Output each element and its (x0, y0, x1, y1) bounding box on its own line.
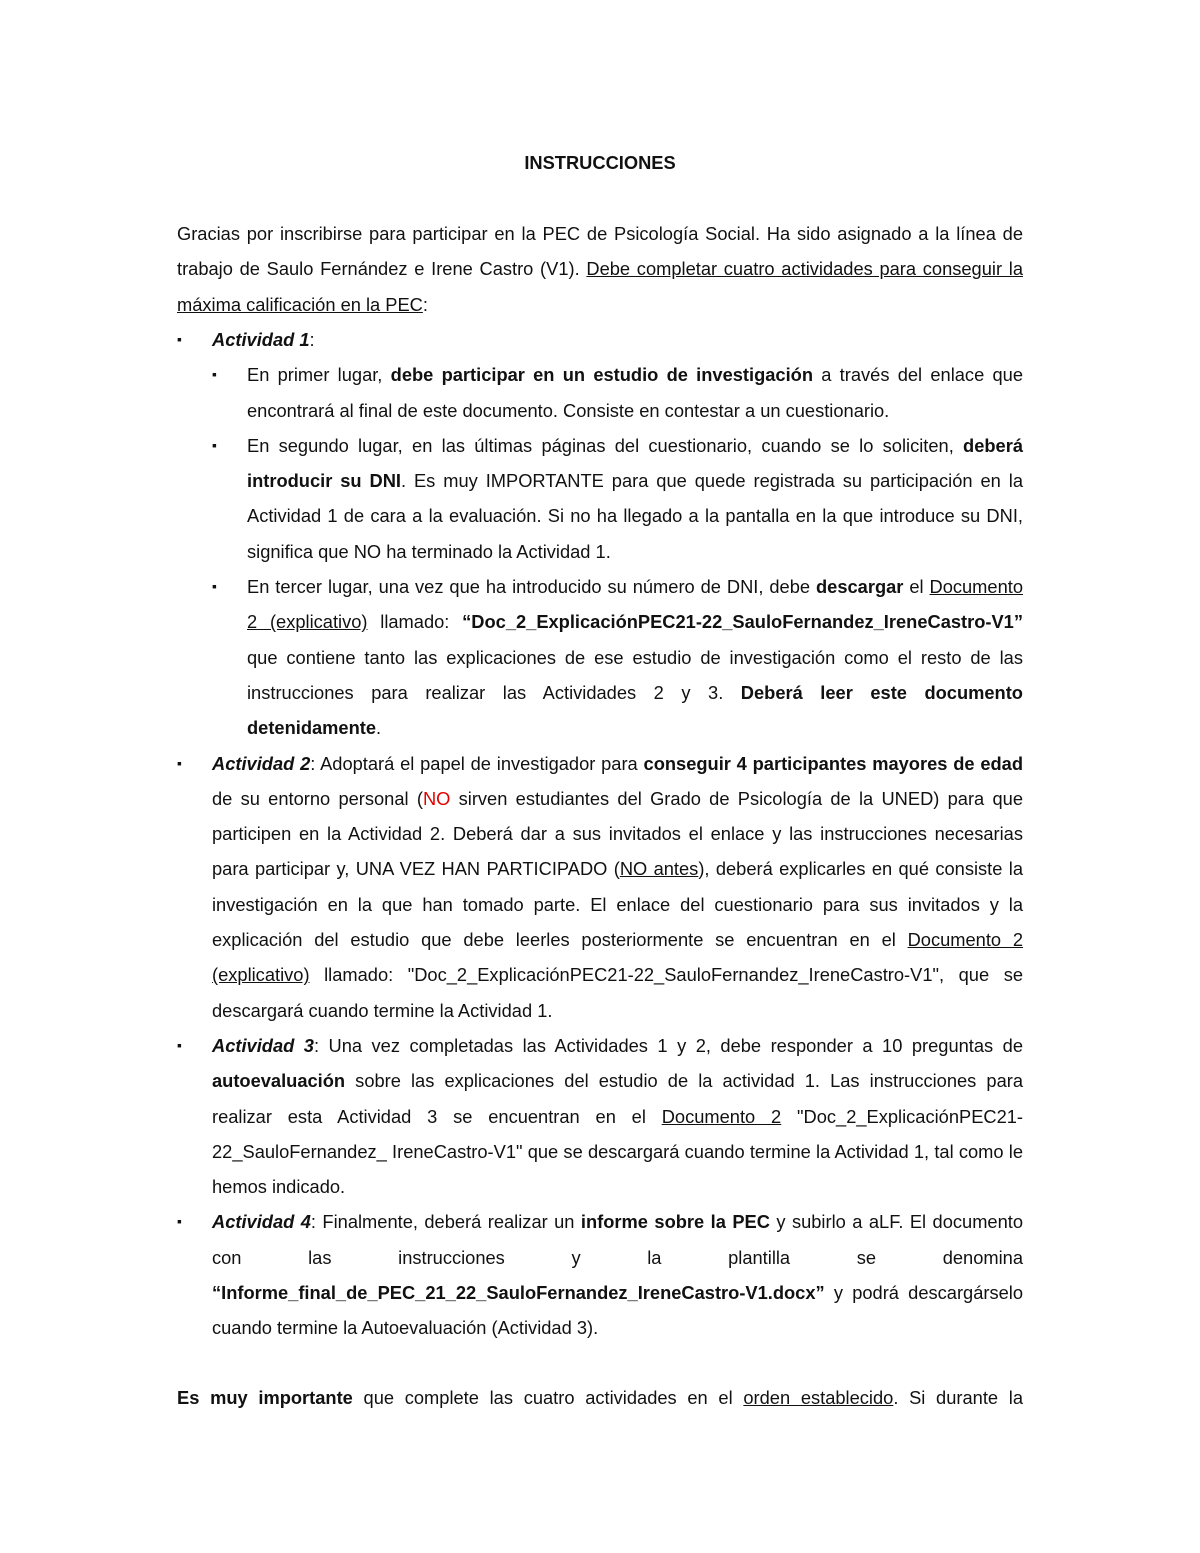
bullet-icon: ▪ (177, 1213, 182, 1230)
intro-paragraph (177, 216, 1023, 322)
bold-text: informe sobre la PEC (580, 1211, 770, 1233)
text-run: ), deberá explicarles en qué consiste la investigación en la que han tomado parte. El enlace del cuestionario para sus invitados y la explicación del estudio que debe leerles posteriormente se encuentran en el (212, 858, 1023, 951)
highlight-text: NO (422, 787, 451, 809)
text-run: sirven estudiantes del Grado de Psicología de la UNED) para que participen en la Actividad 2. Deberá dar a sus invitados el enlace y las instrucciones necesarias para participar y, UNA VEZ HAN PARTICIPADO ( (212, 787, 1023, 880)
subitem-text (247, 428, 1023, 569)
text-run: que complete las cuatro actividades en el (352, 1387, 744, 1408)
underlined-text: NO antes (619, 858, 699, 880)
text-run: . Si durante la (893, 1387, 1023, 1408)
underlined-text: Documento 2 (661, 1105, 782, 1127)
activity-text (212, 322, 1023, 357)
text-run: : (309, 329, 315, 350)
text-run: En tercer lugar, una vez que ha introducido su número de DNI, debe (247, 576, 816, 598)
activity-item-2 (177, 746, 1023, 1028)
text-run: sobre las explicaciones del estudio de la actividad 1. Las instrucciones para realizar esta Actividad 3 se encuentran en el (212, 1070, 1023, 1127)
text-run: : Finalmente, deberá realizar un (310, 1211, 581, 1233)
text-run: : (422, 293, 428, 315)
bullet-icon: ▪ (212, 436, 217, 453)
text-run: de su entorno personal ( (212, 787, 423, 809)
bold-text: “Informe_final_de_PEC_21_22_SauloFernandez_IreneCastro-V1.docx” (212, 1282, 825, 1304)
activity-item-3 (177, 1028, 1023, 1204)
bold-text: Actividad 2 (212, 752, 311, 774)
bold-text: conseguir 4 participantes mayores de edad (643, 752, 1024, 774)
text-run: Gracias por inscribirse para participar en la PEC de Psicología Social. Ha sido asignado a la línea de trabajo de Saulo Fernández e Irene Castro (V1). (177, 223, 1023, 280)
text-run: llamado: "Doc_2_ExplicaciónPEC21-22_SauloFernandez_IreneCastro-V1", que se descargará cuando termine la Actividad 1. (212, 964, 1023, 1021)
bold-text: “Doc_2_ExplicaciónPEC21-22_SauloFernandez_IreneCastro-V1” (462, 611, 1023, 633)
text-run: y subirlo a aLF. El documento con las instrucciones y la plantilla se denomina (212, 1211, 1024, 1268)
bullet-icon: ▪ (212, 578, 217, 595)
text-run: . (376, 717, 382, 739)
bold-text: Actividad 3 (212, 1034, 314, 1056)
activity-item-4 (177, 1204, 1023, 1345)
activity-item-1 (177, 322, 1023, 746)
underlined-text: orden establecido (743, 1387, 894, 1408)
activities-list (177, 322, 1023, 1346)
subitem-text (247, 569, 1023, 745)
subitem-2 (212, 428, 1023, 569)
bullet-icon: ▪ (177, 754, 182, 771)
activity-text (212, 1028, 1023, 1204)
text-run: que contiene tanto las explicaciones de ese estudio de investigación como el resto de las instrucciones para realizar las Actividades 2 y 3. (247, 646, 1023, 703)
bold-text: Actividad 4 (212, 1211, 311, 1233)
text-run: En segundo lugar, en las últimas páginas del cuestionario, cuando se lo soliciten, (247, 434, 964, 456)
text-run: y podrá descargárselo cuando termine la Autoevaluación (Actividad 3). (212, 1282, 1023, 1339)
closing-paragraph (177, 1380, 1023, 1415)
bold-text: Es muy importante (177, 1387, 353, 1408)
text-run: : Adoptará el papel de investigador para (310, 752, 644, 774)
text-run: a través del enlace que encontrará al final de este documento. Consiste en contestar a un cuestionario. (247, 364, 1023, 421)
activity-subitems (212, 357, 1023, 745)
underlined-text: Debe completar cuatro actividades para conseguir la máxima calificación en la PEC (177, 258, 1023, 315)
text-run: . Es muy IMPORTANTE para que quede registrada su participación en la Actividad 1 de cara a la evaluación. Si no ha llegado a la pantalla en la que introduce su DNI, significa que NO ha terminado la Actividad 1. (247, 470, 1023, 562)
bold-text: autoevaluación (212, 1070, 346, 1092)
text-run: el (903, 576, 930, 598)
bold-text: Actividad 1 (212, 329, 310, 350)
activity-text (212, 1204, 1023, 1345)
document-title: INSTRUCCIONES (524, 152, 676, 173)
underlined-text: Documento 2 (explicativo) (247, 576, 1023, 633)
bold-text: deberá introducir su DNI (247, 434, 1023, 492)
text-run: "Doc_2_ExplicaciónPEC21-22_SauloFernandez_ IreneCastro-V1" que se descargará cuando termine la Actividad 1, tal como le hemos indicado. (212, 1105, 1024, 1198)
activity-text (212, 746, 1023, 1028)
text-run: En primer lugar, (247, 364, 391, 386)
text-run: : Una vez completadas las Actividades 1 y 2, debe responder a 10 preguntas de (313, 1034, 1023, 1056)
subitem-1 (212, 357, 1023, 428)
bullet-icon: ▪ (212, 366, 217, 383)
bold-text: descargar (816, 576, 904, 598)
underlined-text: Documento 2 (explicativo) (212, 929, 1024, 986)
bold-text: Deberá leer este documento detenidamente (247, 681, 1023, 739)
bold-text: debe participar en un estudio de investigación (390, 364, 813, 386)
subitem-3 (212, 569, 1023, 745)
text-run: llamado: (367, 611, 463, 633)
bullet-icon: ▪ (177, 331, 182, 347)
subitem-text (247, 357, 1023, 428)
bullet-icon: ▪ (177, 1036, 182, 1053)
